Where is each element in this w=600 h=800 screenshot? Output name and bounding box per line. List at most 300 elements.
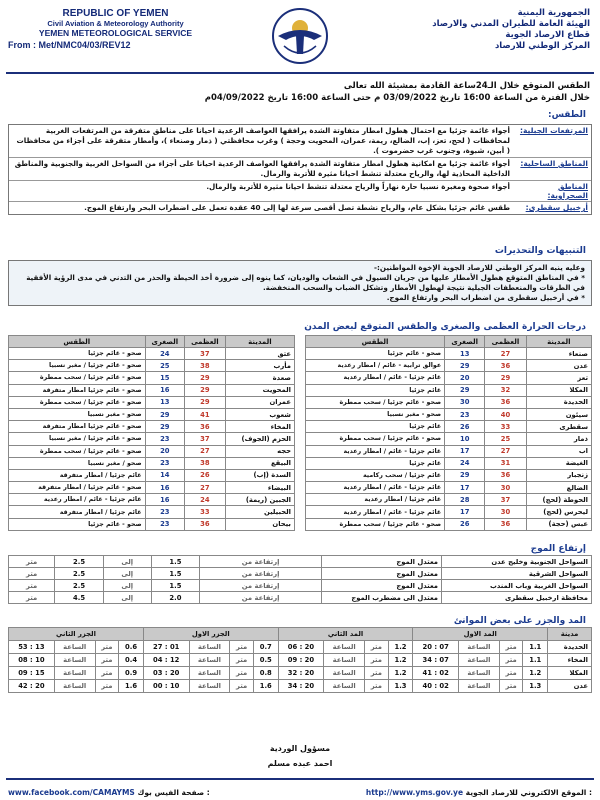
city-weather: صحو - غائم جزئيا <box>306 348 445 360</box>
temps-table-left <box>8 335 295 531</box>
temp-max: 26 <box>185 469 226 481</box>
temp-max: 29 <box>485 372 526 384</box>
temp-min: 29 <box>445 384 485 396</box>
header-en-line: Civil Aviation & Meteorology Authority <box>47 19 184 28</box>
temp-row <box>9 518 295 530</box>
wave-to-label: إلى <box>103 592 151 604</box>
wave-to: 2.5 <box>55 580 104 592</box>
city-name: الجبين (ريمة) <box>225 494 294 506</box>
city-weather: صحو - غائم جزئيا / سحب ممطرة <box>9 445 146 457</box>
wave-unit: متر <box>9 568 55 580</box>
temp-row <box>9 396 295 408</box>
tide-height: 1.1 <box>523 641 548 654</box>
tide-time: 12 : 04 <box>143 654 189 667</box>
temp-row <box>9 433 295 445</box>
city-name: المحويت <box>225 384 294 396</box>
city-weather: غائم جزئيا - غائم / امطار رعدية <box>306 482 445 494</box>
tides-table <box>8 627 592 693</box>
temp-row <box>306 457 592 469</box>
tide-unit: متر <box>499 680 523 693</box>
tide-height: 1.3 <box>523 680 548 693</box>
temp-max: 29 <box>185 396 226 408</box>
temp-max: 37 <box>185 433 226 445</box>
header-en-line: From : Met/NMC04/03/REV12 <box>8 40 131 50</box>
temp-min: 16 <box>145 384 185 396</box>
tide-time: 10 : 00 <box>143 680 189 693</box>
wave-state: معتدل الى مضطرب الموج <box>322 592 442 604</box>
waves-table-wrap <box>8 555 592 604</box>
city-weather: غائم جزئيا <box>306 384 445 396</box>
wave-to-label: إلى <box>103 568 151 580</box>
temp-row <box>306 433 592 445</box>
tide-unit: متر <box>365 667 389 680</box>
tide-hour-label: الساعة <box>54 641 95 654</box>
city-weather: عوالق ترابية - غائم / امطار رعدية <box>306 360 445 372</box>
temp-min: 17 <box>445 482 485 494</box>
temp-max: 27 <box>185 482 226 494</box>
temp-max: 36 <box>485 396 526 408</box>
city-weather: صحو - غائم جزئيا / امطار متفرقة <box>9 482 146 494</box>
temps-heading: درجات الحرارة العظمى والصغرى والطقس المتوقع لبعض المدن <box>304 322 586 332</box>
temps-table <box>305 335 592 531</box>
temp-max: 36 <box>485 360 526 372</box>
temp-min: 29 <box>445 469 485 481</box>
col-max: العظمى <box>485 336 526 348</box>
authority-logo-icon <box>270 6 330 66</box>
tide-height: 1.2 <box>388 654 413 667</box>
tide-time: 20 : 34 <box>278 680 324 693</box>
temp-row <box>306 421 592 433</box>
city-weather: صحو - مغبر نسبيا <box>306 408 445 420</box>
city-weather: صحو - غائم جزئيا / سحب ممطرة <box>306 396 445 408</box>
city-name: الحزم (الجوف) <box>225 433 294 445</box>
tide-unit: متر <box>95 641 119 654</box>
warnings-text <box>9 261 591 305</box>
temp-min: 25 <box>145 360 185 372</box>
tide-row <box>9 680 592 693</box>
footer-left <box>8 788 210 797</box>
warnings-heading: التنبيهات والتحذيرات <box>494 246 586 256</box>
wave-from-label: إرتفاعة من <box>200 592 322 604</box>
weather-heading: الطقس: <box>547 110 586 120</box>
city-name: صنعاء <box>526 348 591 360</box>
wave-unit: متر <box>9 556 55 568</box>
temp-row <box>306 360 592 372</box>
tide-row <box>9 654 592 667</box>
warning-line: * في أرخبيل سقطرى من اضطراب البحر وارتفاع الموج. <box>386 293 585 302</box>
tide-time: 20 : 42 <box>9 680 55 693</box>
temp-max: 30 <box>485 506 526 518</box>
temp-max: 24 <box>185 494 226 506</box>
city-name: اب <box>526 445 591 457</box>
tide-height: 1.2 <box>388 641 413 654</box>
header-ar-line: الجمهورية اليمنية <box>517 8 590 18</box>
tide-unit: متر <box>230 667 254 680</box>
city-name: عتق <box>225 348 294 360</box>
signature-name: احمد عبده مسلم <box>267 759 333 768</box>
city-name: زنجبار <box>526 469 591 481</box>
weather-region-label: المناطق الصحراوية: <box>547 182 588 200</box>
city-weather: صحو - غائم جزئيا / سحب ممطرة <box>9 396 146 408</box>
temp-row <box>306 348 592 360</box>
wave-row <box>9 556 592 568</box>
wave-from: 2.0 <box>151 592 200 604</box>
temp-row <box>9 457 295 469</box>
temp-row <box>306 408 592 420</box>
wave-row <box>9 568 592 580</box>
city-name: ليحرس (لحج) <box>526 506 591 518</box>
weather-region-text: أجواء غائمة جزئيا مع احتمال هطول امطار متفاوتة الشدة يرافقها العواصف الرعدية احيانا على مناطق متفرقة من المرتفعات الغربية لمحافظات ( لحج، تعز، إب، الضالع، ريمة، عمران، المحويت وحجة ) وغرب محافظتي ( ذمار وصنعاء )، وأمطار متفرقة على أجزاء من محافظات ( أبين، شبوة، وجنوب غرب حضرموت ). <box>16 126 510 155</box>
wave-from: 1.5 <box>151 568 200 580</box>
city-name: سيئون <box>526 408 591 420</box>
col-weather: الطقس <box>306 336 445 348</box>
col-port: مدينة <box>548 628 592 641</box>
forecast-title <box>10 80 590 104</box>
temp-min: 30 <box>445 396 485 408</box>
temp-max: 29 <box>185 384 226 396</box>
footer-divider <box>6 778 594 780</box>
tide-unit: متر <box>230 680 254 693</box>
city-weather: صحو - غائم جزئيا / مغبر نسبيا <box>9 360 146 372</box>
weather-row <box>9 125 591 158</box>
temp-max: 36 <box>185 421 226 433</box>
tide-hour-label: الساعة <box>324 654 365 667</box>
temp-row <box>306 518 592 530</box>
temp-row <box>306 482 592 494</box>
temp-row <box>9 494 295 506</box>
city-weather: صحو - مغبر نسبيا <box>9 408 146 420</box>
temp-min: 23 <box>145 506 185 518</box>
facebook-link[interactable]: www.facebook.com/CAMAYMS <box>8 788 135 797</box>
tide-height: 1.6 <box>119 680 144 693</box>
city-weather: صحو - غائم جزئيا / سحب ممطرة <box>306 518 445 530</box>
tide-height: 1.2 <box>388 667 413 680</box>
forecast-title-line2: خلال الفترة من الساعة 16:00 تاريخ 03/09/2022 م حتى الساعة 16:00 تاريخ 04/09/2022م <box>204 93 590 103</box>
wave-state: معتدل الموج <box>322 556 442 568</box>
temp-max: 25 <box>485 433 526 445</box>
temp-max: 41 <box>185 408 226 420</box>
wave-from: 1.5 <box>151 556 200 568</box>
tide-height: 1.1 <box>523 654 548 667</box>
tides-table-wrap <box>8 627 592 693</box>
temp-min: 24 <box>445 457 485 469</box>
forecast-title-line1: الطقس المتوقع خلال الـ24ساعة القادمة بمشيئة الله تعالى <box>343 81 590 91</box>
temp-max: 36 <box>485 518 526 530</box>
temp-min: 15 <box>145 372 185 384</box>
tide-unit: متر <box>365 641 389 654</box>
temp-min: 26 <box>445 421 485 433</box>
city-weather: صحو - غائم جزئيا امطار متفرقة <box>9 421 146 433</box>
tide-time: 20 : 32 <box>278 667 324 680</box>
header-ar-line: المركز الوطني للارصاد <box>494 41 590 51</box>
city-name: الحوطة (لحج) <box>526 494 591 506</box>
footer <box>8 788 592 797</box>
city-name: تعز <box>526 372 591 384</box>
tide-time: 07 : 20 <box>413 641 459 654</box>
temp-min: 23 <box>145 457 185 469</box>
city-weather: صحو - غائم جزئيا / سحب ممطرة <box>9 372 146 384</box>
col-high1: المد الاول <box>413 628 548 641</box>
col-min: الصغرى <box>145 336 185 348</box>
temp-row <box>9 506 295 518</box>
city-name: السدة (إب) <box>225 469 294 481</box>
tide-height: 0.6 <box>119 641 144 654</box>
website-link[interactable]: http://www.yms.gov.ye <box>365 788 464 797</box>
tide-unit: متر <box>365 680 389 693</box>
temp-max: 27 <box>185 445 226 457</box>
temp-min: 26 <box>445 518 485 530</box>
header-english <box>8 8 223 50</box>
temp-max: 31 <box>485 457 526 469</box>
tide-hour-label: الساعة <box>54 654 95 667</box>
weather-row <box>9 202 591 214</box>
weather-row <box>9 181 591 202</box>
temp-max: 37 <box>185 348 226 360</box>
tide-port: الحديدة <box>548 641 592 654</box>
warnings-box <box>8 260 592 306</box>
wave-state: معتدل الموج <box>322 568 442 580</box>
temp-min: 23 <box>445 408 485 420</box>
city-name: الغيضة <box>526 457 591 469</box>
tide-time: 10 : 08 <box>9 654 55 667</box>
city-weather: غائم جزئيا / سحب ركامية <box>306 469 445 481</box>
wave-from: 1.5 <box>151 580 200 592</box>
temp-min: 23 <box>145 433 185 445</box>
tide-height: 0.9 <box>119 667 144 680</box>
header-en-line: REPUBLIC OF YEMEN <box>62 8 169 19</box>
weather-row <box>9 158 591 181</box>
temp-min: 14 <box>145 469 185 481</box>
city-name: الضالع <box>526 482 591 494</box>
temp-min: 16 <box>145 482 185 494</box>
city-name: عمران <box>225 396 294 408</box>
city-name: الحبيلين <box>225 506 294 518</box>
wave-from-label: إرتفاعة من <box>200 580 322 592</box>
city-name: بيحان <box>225 518 294 530</box>
tide-unit: متر <box>230 654 254 667</box>
wave-to-label: إلى <box>103 556 151 568</box>
city-weather: صحو / مغبر نسبيا <box>9 457 146 469</box>
city-weather: غائم جزئيا <box>306 421 445 433</box>
header-ar-line: الهيئة العامة للطيران المدني والارصاد <box>432 19 590 29</box>
col-low1: الجزر الاول <box>143 628 278 641</box>
tide-hour-label: الساعة <box>458 680 499 693</box>
tide-time: 02 : 40 <box>413 680 459 693</box>
tide-hour-label: الساعة <box>458 654 499 667</box>
wave-to: 4.5 <box>55 592 104 604</box>
temp-max: 36 <box>185 518 226 530</box>
temp-row <box>306 469 592 481</box>
tide-unit: متر <box>499 641 523 654</box>
temp-max: 40 <box>485 408 526 420</box>
wave-unit: متر <box>9 592 55 604</box>
col-max: العظمى <box>185 336 226 348</box>
wave-region: محافظة ارخبيل سقطرى <box>442 592 592 604</box>
temp-min: 13 <box>445 348 485 360</box>
city-weather: صحو - غائم جزئيا / سحب ممطرة <box>306 433 445 445</box>
city-name: سقطرى <box>526 421 591 433</box>
tide-time: 20 : 03 <box>143 667 189 680</box>
tide-height: 1.3 <box>388 680 413 693</box>
tide-hour-label: الساعة <box>324 680 365 693</box>
tide-unit: متر <box>499 667 523 680</box>
wave-row <box>9 592 592 604</box>
wave-from-label: إرتفاعة من <box>200 568 322 580</box>
temp-min: 29 <box>445 360 485 372</box>
tide-height: 1.6 <box>253 680 278 693</box>
header-ar-line: قطاع الارصاد الجوية <box>505 30 590 40</box>
temp-row <box>9 348 295 360</box>
tide-unit: متر <box>95 680 119 693</box>
tide-row <box>9 667 592 680</box>
tide-time: 15 : 09 <box>9 667 55 680</box>
col-weather: الطقس <box>9 336 146 348</box>
tide-hour-label: الساعة <box>54 667 95 680</box>
wave-state: معتدل الموج <box>322 580 442 592</box>
city-name: عبس (حجة) <box>526 518 591 530</box>
tide-time: 20 : 09 <box>278 654 324 667</box>
tide-height: 0.4 <box>119 654 144 667</box>
city-weather: غائم جزئيا / امطار متفرقة <box>9 469 146 481</box>
wave-region: السواحل الغربية وباب المندب <box>442 580 592 592</box>
tide-height: 1.2 <box>523 667 548 680</box>
col-city: المدينة <box>225 336 294 348</box>
temp-min: 24 <box>145 348 185 360</box>
weather-region-label: المناطق الساحلية: <box>520 159 588 168</box>
temp-row <box>9 360 295 372</box>
city-weather: غائم جزئيا / امطار رعدية <box>306 494 445 506</box>
temp-max: 27 <box>485 445 526 457</box>
temp-min: 17 <box>445 445 485 457</box>
city-name: حجه <box>225 445 294 457</box>
temp-min: 29 <box>145 408 185 420</box>
tide-row <box>9 641 592 654</box>
weather-region-label: المرتفعات الجبلية: <box>519 126 588 135</box>
weather-region-label: أرخبيل سقطرى: <box>525 203 588 212</box>
col-min: الصغرى <box>445 336 485 348</box>
tide-time: 07 : 34 <box>413 654 459 667</box>
temp-min: 10 <box>445 433 485 445</box>
tide-port: المخاء <box>548 654 592 667</box>
temp-row <box>306 396 592 408</box>
city-name: المكلا <box>526 384 591 396</box>
city-name: الحديدة <box>526 396 591 408</box>
tide-unit: متر <box>230 641 254 654</box>
temp-row <box>9 445 295 457</box>
header-en-line: YEMEN METEOROLOGICAL SERVICE <box>38 28 193 38</box>
temp-max: 29 <box>185 372 226 384</box>
tide-time: 20 : 06 <box>278 641 324 654</box>
temps-table <box>8 335 295 531</box>
city-name: ذمار <box>526 433 591 445</box>
temp-min: 28 <box>445 494 485 506</box>
city-weather: صحو - غائم جزئيا / مغبر نسبيا <box>9 433 146 445</box>
city-weather: غائم جزئيا - غائم / امطار رعدية <box>306 372 445 384</box>
wave-to-label: إلى <box>103 580 151 592</box>
tide-port: عدن <box>548 680 592 693</box>
temp-max: 30 <box>485 482 526 494</box>
wave-from-label: إرتفاعة من <box>200 556 322 568</box>
temps-table-right <box>305 335 592 531</box>
tide-height: 0.5 <box>253 654 278 667</box>
temp-row <box>9 384 295 396</box>
signature-role: مسؤول الوردية <box>269 744 331 753</box>
city-name: المخاء <box>225 421 294 433</box>
temp-max: 38 <box>185 360 226 372</box>
tide-time: 13 : 53 <box>9 641 55 654</box>
city-name: صعدة <box>225 372 294 384</box>
website-label: الموقع الالكتروني للارصاد الجوية : <box>465 788 592 797</box>
waves-table <box>8 555 592 604</box>
col-high2: المد الثاني <box>278 628 413 641</box>
wave-region: السواحل الشرقية <box>442 568 592 580</box>
tides-heading: المد والجزر على بعض الموانئ <box>453 616 586 626</box>
tide-hour-label: الساعة <box>189 641 230 654</box>
temp-min: 29 <box>145 421 185 433</box>
temp-min: 20 <box>445 372 485 384</box>
warning-line: * في المناطق المتوقع هطول الأمطار عليها من جريان السيول في الشعاب والوديان، كما ينوه إلى ضرورة أخذ الحيطة والحذر من التدني في مدى الرؤية الأفقية في الطرقات والمنعطفات الجبلية نتيجة لهطول الأمطار وتشكل الضباب والسحب المنخفضة. <box>26 273 585 292</box>
tide-hour-label: الساعة <box>324 667 365 680</box>
facebook-label: صفحة الفيس بوك : <box>137 788 210 797</box>
tide-port: المكلا <box>548 667 592 680</box>
tide-hour-label: الساعة <box>54 680 95 693</box>
wave-unit: متر <box>9 580 55 592</box>
temp-row <box>306 384 592 396</box>
temp-row <box>306 494 592 506</box>
city-name: شعوب <box>225 408 294 420</box>
signature-block <box>0 744 600 768</box>
tide-unit: متر <box>499 654 523 667</box>
temp-row <box>9 408 295 420</box>
tide-unit: متر <box>95 654 119 667</box>
weather-region-text: أجواء غائمة جزئيا مع امكانية هطول امطار متفاوتة الشدة يرافقها العواصف الرعدية احيانا على أجزاء من السواحل الغربية والجنوبية والمناطق الداخلية المحاذية لها، والرياح معتدلة تنشط احيانا مثيرة للأتربة والرمال. <box>14 159 510 178</box>
col-city: المدينة <box>526 336 591 348</box>
weather-region-text: طقس غائم جزئيا بشكل عام، والرياح نشطة تصل أقصى سرعة لها إلى 40 عقدة تعمل على اضطراب البحر وارتفاع الموج. <box>84 203 510 212</box>
temp-row <box>9 482 295 494</box>
temp-max: 37 <box>485 494 526 506</box>
temp-max: 32 <box>485 384 526 396</box>
temp-row <box>9 421 295 433</box>
warning-line: وعليه ينبه المركز الوطني للارصاد الجوية الإخوة المواطنين:- <box>374 263 585 272</box>
temp-max: 33 <box>485 421 526 433</box>
wave-region: السواحل الجنوبية وخليج عدن <box>442 556 592 568</box>
temp-row <box>9 469 295 481</box>
city-weather: صحو - غائم جزئيا امطار متفرقة <box>9 384 146 396</box>
city-weather: غائم جزئيا <box>306 457 445 469</box>
wave-row <box>9 580 592 592</box>
temp-row <box>306 372 592 384</box>
tide-time: 02 : 41 <box>413 667 459 680</box>
temp-max: 33 <box>185 506 226 518</box>
city-name: مأرب <box>225 360 294 372</box>
tide-time: 01 : 27 <box>143 641 189 654</box>
city-name: البيقع <box>225 457 294 469</box>
temp-max: 27 <box>485 348 526 360</box>
weather-box <box>8 124 592 215</box>
tide-height: 0.8 <box>253 667 278 680</box>
temp-min: 13 <box>145 396 185 408</box>
footer-right <box>366 788 592 797</box>
temp-min: 20 <box>145 445 185 457</box>
tide-hour-label: الساعة <box>458 667 499 680</box>
tide-hour-label: الساعة <box>189 667 230 680</box>
tide-height: 0.7 <box>253 641 278 654</box>
tide-unit: متر <box>95 667 119 680</box>
wave-to: 2.5 <box>55 568 104 580</box>
tide-hour-label: الساعة <box>458 641 499 654</box>
temp-max: 38 <box>185 457 226 469</box>
tide-hour-label: الساعة <box>189 680 230 693</box>
